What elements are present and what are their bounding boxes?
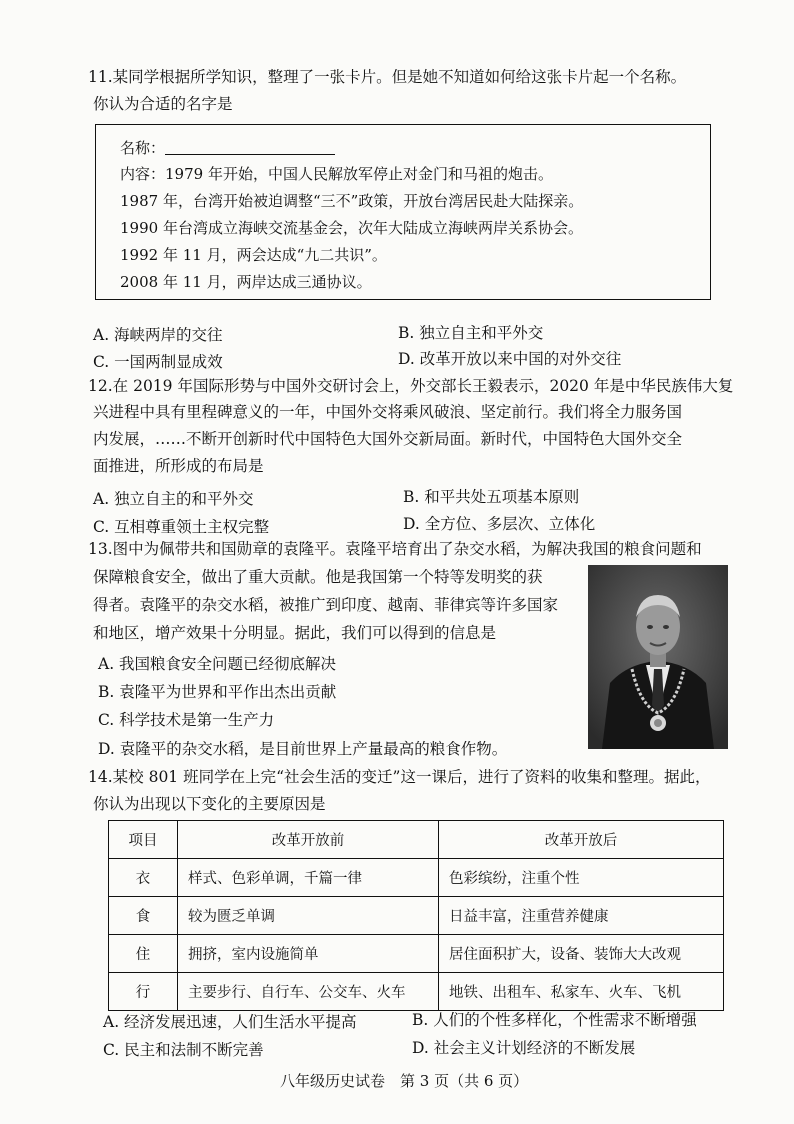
card-line-5: 2008 年 11 月，两岸达成三通协议。 (120, 273, 372, 291)
q11-option-b: B. 独立自主和平外交 (398, 324, 544, 342)
q14-option-d: D. 社会主义计划经济的不断发展 (412, 1039, 636, 1057)
table-row (109, 973, 724, 1011)
q14-comparison-table (108, 820, 724, 1011)
q13-option-a: A. 我国粮食安全问题已经彻底解决 (98, 655, 337, 673)
q12-number: 12. (88, 377, 113, 395)
table-cell-before: 样式、色彩单调，千篇一律 (178, 859, 439, 897)
q11-number: 11. (88, 68, 113, 86)
q13-option-b: B. 袁隆平为世界和平作出杰出贡献 (98, 683, 337, 701)
q12-option-d: D. 全方位、多层次、立体化 (403, 515, 596, 533)
table-cell-after: 色彩缤纷，注重个性 (439, 859, 724, 897)
table-cell-item: 衣 (109, 859, 178, 897)
card-line-4: 1992 年 11 月，两会达成“九二共识”。 (120, 246, 387, 264)
q12-text-1: 在 2019 年国际形势与中国外交研讨会上，外交部长王毅表示，2020 年是中华民族伟大复 (112, 377, 734, 395)
yuan-longping-photo (588, 565, 728, 749)
q11-stem-line2: 你认为合适的名字是 (93, 95, 233, 113)
q13-stem-line4: 和地区，增产效果十分明显。据此，我们可以得到的信息是 (93, 624, 497, 642)
q12-stem-line4: 面推进，所形成的布局是 (93, 457, 264, 475)
table-cell-before: 较为匮乏单调 (178, 897, 439, 935)
q11-card (95, 124, 711, 300)
q13-stem-line2: 保障粮食安全，做出了重大贡献。他是我国第一个特等发明奖的获 (93, 568, 543, 586)
q11-option-c: C. 一国两制显成效 (93, 353, 223, 371)
table-cell-item: 食 (109, 897, 178, 935)
table-header-before: 改革开放前 (178, 821, 439, 859)
table-cell-item: 行 (109, 973, 178, 1011)
q14-number: 14. (88, 768, 113, 786)
card-line-2: 1987 年，台湾开始被迫调整“三不”政策，开放台湾居民赴大陆探亲。 (120, 192, 584, 210)
q11-option-a: A. 海峡两岸的交往 (93, 326, 223, 344)
q12-stem-line3: 内发展，……不断开创新时代中国特色大国外交新局面。新时代，中国特色大国外交全 (93, 430, 683, 448)
table-cell-item: 住 (109, 935, 178, 973)
card-name-label: 名称： (120, 139, 166, 157)
page-footer: 八年级历史试卷 第 3 页（共 6 页） (280, 1072, 529, 1090)
table-row (109, 897, 724, 935)
q11-stem-line1 (88, 64, 686, 90)
q13-text-1: 图中为佩带共和国勋章的袁隆平。袁隆平培育出了杂交水稻，为解决我国的粮食问题和 (112, 540, 702, 558)
table-header-row (109, 821, 724, 859)
q14-option-c: C. 民主和法制不断完善 (103, 1041, 264, 1059)
table-header-item: 项目 (109, 821, 178, 859)
q14-text-1: 某校 801 班同学在上完“社会生活的变迁”这一课后，进行了资料的收集和整理。据此， (112, 768, 711, 786)
q12-option-c: C. 互相尊重领土主权完整 (93, 518, 270, 536)
card-line-1: 内容：1979 年开始，中国人民解放军停止对金门和马祖的炮击。 (120, 165, 553, 183)
table-row (109, 935, 724, 973)
q11-option-d: D. 改革开放以来中国的对外交往 (398, 350, 622, 368)
table-cell-before: 拥挤，室内设施简单 (178, 935, 439, 973)
q14-stem-line1 (88, 764, 710, 790)
card-name-blank (165, 140, 335, 155)
q14-option-b: B. 人们的个性多样化，个性需求不断增强 (412, 1011, 697, 1029)
table-header-after: 改革开放后 (439, 821, 724, 859)
q13-option-d: D. 袁隆平的杂交水稻，是目前世界上产量最高的粮食作物。 (98, 740, 508, 758)
q12-option-b: B. 和平共处五项基本原则 (403, 488, 580, 506)
portrait-illustration (588, 565, 728, 749)
q13-option-c: C. 科学技术是第一生产力 (98, 711, 275, 729)
q11-text: 某同学根据所学知识，整理了一张卡片。但是她不知道如何给这张卡片起一个名称。 (112, 68, 687, 86)
card-line-3: 1990 年台湾成立海峡交流基金会，次年大陆成立海峡两岸关系协会。 (120, 219, 583, 237)
table-cell-after: 日益丰富，注重营养健康 (439, 897, 724, 935)
q12-option-a: A. 独立自主的和平外交 (93, 490, 254, 508)
table-cell-after: 居住面积扩大，设备、装饰大大改观 (439, 935, 724, 973)
q12-stem-line2: 兴进程中具有里程碑意义的一年，中国外交将乘风破浪、坚定前行。我们将全力服务国 (93, 403, 683, 421)
q12-stem-line1 (88, 373, 733, 399)
q14-option-a: A. 经济发展迅速，人们生活水平提高 (103, 1013, 357, 1031)
q13-stem-line3: 得者。袁隆平的杂交水稻，被推广到印度、越南、菲律宾等许多国家 (93, 596, 559, 614)
q13-number: 13. (88, 540, 113, 558)
table-cell-before: 主要步行、自行车、公交车、火车 (178, 973, 439, 1011)
table-cell-after: 地铁、出租车、私家车、火车、飞机 (439, 973, 724, 1011)
q14-stem-line2: 你认为出现以下变化的主要原因是 (93, 795, 326, 813)
q13-stem-line1 (88, 536, 702, 562)
table-row (109, 859, 724, 897)
card-name-row (120, 137, 335, 158)
